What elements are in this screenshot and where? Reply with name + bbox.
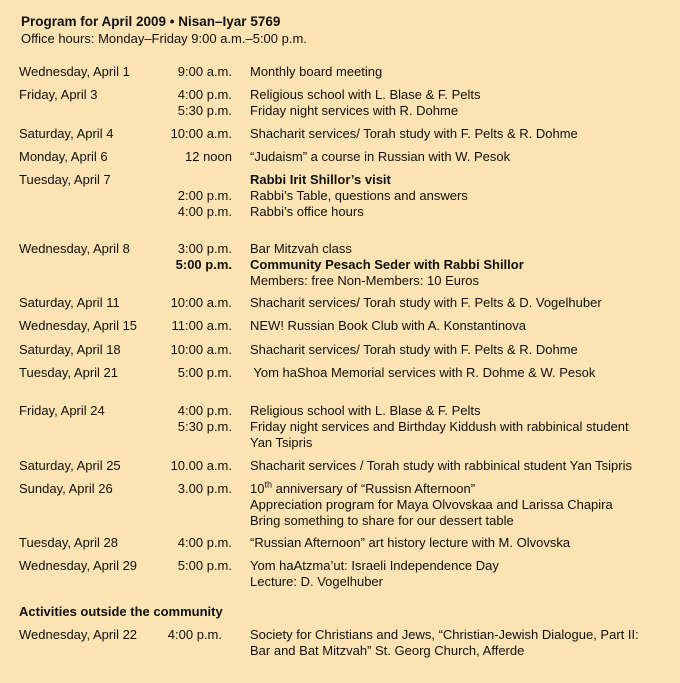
row-event: Members: free Non-Members: 10 Euros xyxy=(250,273,480,288)
row-event: Appreciation program for Maya Olvovskaa and Larissa Chapira xyxy=(250,497,613,512)
row-time: 12 noon xyxy=(185,149,232,164)
page-title: Program for April 2009 • Nisan–Iyar 5769 xyxy=(21,14,281,29)
ordinal-number: 10 xyxy=(250,481,265,496)
row-event xyxy=(250,481,613,497)
row-day: Tuesday, April 7 xyxy=(19,172,111,187)
row-event: “Russian Afternoon” art history lecture with M. Olvovska xyxy=(250,535,571,550)
row-event-text: anniversary of “Russisn Afternoon” xyxy=(271,481,476,496)
row-time xyxy=(160,172,232,188)
row-day: Wednesday, April 8 xyxy=(19,241,130,256)
row-time: 10.00 a.m. xyxy=(170,458,232,473)
row-day: Wednesday, April 1 xyxy=(19,64,130,79)
row-event: Shacharit services / Torah study with rabbinical student Yan Tsipris xyxy=(250,458,633,473)
row-event: Yom haAtzma’ut: Israeli Independence Day xyxy=(250,558,499,573)
row-time: 10:00 a.m. xyxy=(170,295,232,310)
row-time: 11:00 a.m. xyxy=(171,318,232,333)
row-event: Shacharit services/ Torah study with F. Pelts & R. Dohme xyxy=(250,126,578,141)
section-heading: Activities outside the community xyxy=(19,604,223,619)
row-event: Religious school with L. Blase & F. Pelts xyxy=(250,403,481,418)
row-day: Wednesday, April 29 xyxy=(19,558,138,573)
row-time: 9:00 a.m. xyxy=(177,64,232,79)
row-event: Religious school with L. Blase & F. Pelts xyxy=(250,87,481,102)
row-day: Saturday, April 18 xyxy=(19,342,121,357)
row-event: Rabbi’s Table, questions and answers xyxy=(250,188,468,203)
row-day: Friday, April 24 xyxy=(19,403,105,418)
row-day: Wednesday, April 15 xyxy=(19,318,138,333)
row-day: Saturday, April 11 xyxy=(19,295,120,310)
row-event: “Judaism” a course in Russian with W. Pesok xyxy=(250,149,511,164)
row-event: Rabbi’s office hours xyxy=(250,204,364,219)
row-time: 3.00 p.m. xyxy=(177,481,232,496)
row-event: Yan Tsipris xyxy=(250,435,313,450)
row-day: Tuesday, April 21 xyxy=(19,365,118,380)
ordinal-suffix: th xyxy=(264,479,272,490)
row-time: 4:00 p.m. xyxy=(177,204,232,219)
row-time: 3:00 p.m. xyxy=(177,241,232,256)
row-day: Monday, April 6 xyxy=(19,149,108,164)
row-event: Shacharit services/ Torah study with F. Pelts & D. Vogelhuber xyxy=(250,295,602,310)
office-hours: Office hours: Monday–Friday 9:00 a.m.–5:00 p.m. xyxy=(21,31,307,46)
row-event: Shacharit services/ Torah study with F. Pelts & R. Dohme xyxy=(250,342,578,357)
row-time: 5:30 p.m. xyxy=(177,419,232,434)
row-time: 10:00 a.m. xyxy=(170,126,232,141)
row-time: 2:00 p.m. xyxy=(177,188,232,203)
row-time: 5:00 p.m. xyxy=(177,558,232,573)
row-event: Bar and Bat Mitzvah” St. Georg Church, Afferde xyxy=(250,643,525,658)
row-time: 4:00 p.m. xyxy=(167,627,222,642)
row-event-highlight: Community Pesach Seder with Rabbi Shillor xyxy=(250,257,524,272)
row-day: Saturday, April 4 xyxy=(19,126,114,141)
row-day: Sunday, April 26 xyxy=(19,481,113,496)
row-time: 4:00 p.m. xyxy=(177,535,232,550)
row-day: Tuesday, April 28 xyxy=(19,535,118,550)
row-event: Friday night services with R. Dohme xyxy=(250,103,459,118)
row-event: Bring something to share for our dessert table xyxy=(250,513,514,528)
row-event: Friday night services and Birthday Kiddush with rabbinical student xyxy=(250,419,629,434)
row-event: Lecture: D. Vogelhuber xyxy=(250,574,383,589)
row-time: 5:00 p.m. xyxy=(177,365,232,380)
row-time: 5:30 p.m. xyxy=(177,103,232,118)
row-event: Society for Christians and Jews, “Christian-Jewish Dialogue, Part II: xyxy=(250,627,639,642)
row-time: 4:00 p.m. xyxy=(177,87,232,102)
row-day: Friday, April 3 xyxy=(19,87,98,102)
row-day: Wednesday, April 22 xyxy=(19,627,138,642)
row-event: Bar Mitzvah class xyxy=(250,241,352,256)
row-event: Monthly board meeting xyxy=(250,64,383,79)
row-time: 5:00 p.m. xyxy=(175,257,232,272)
row-event: Yom haShoa Memorial services with R. Dohme & W. Pesok xyxy=(250,365,596,380)
row-day: Saturday, April 25 xyxy=(19,458,121,473)
row-event: NEW! Russian Book Club with A. Konstantinova xyxy=(250,318,527,333)
row-event-highlight: Rabbi Irit Shillor’s visit xyxy=(250,172,391,187)
row-time: 4:00 p.m. xyxy=(177,403,232,418)
row-time: 10:00 a.m. xyxy=(170,342,232,357)
